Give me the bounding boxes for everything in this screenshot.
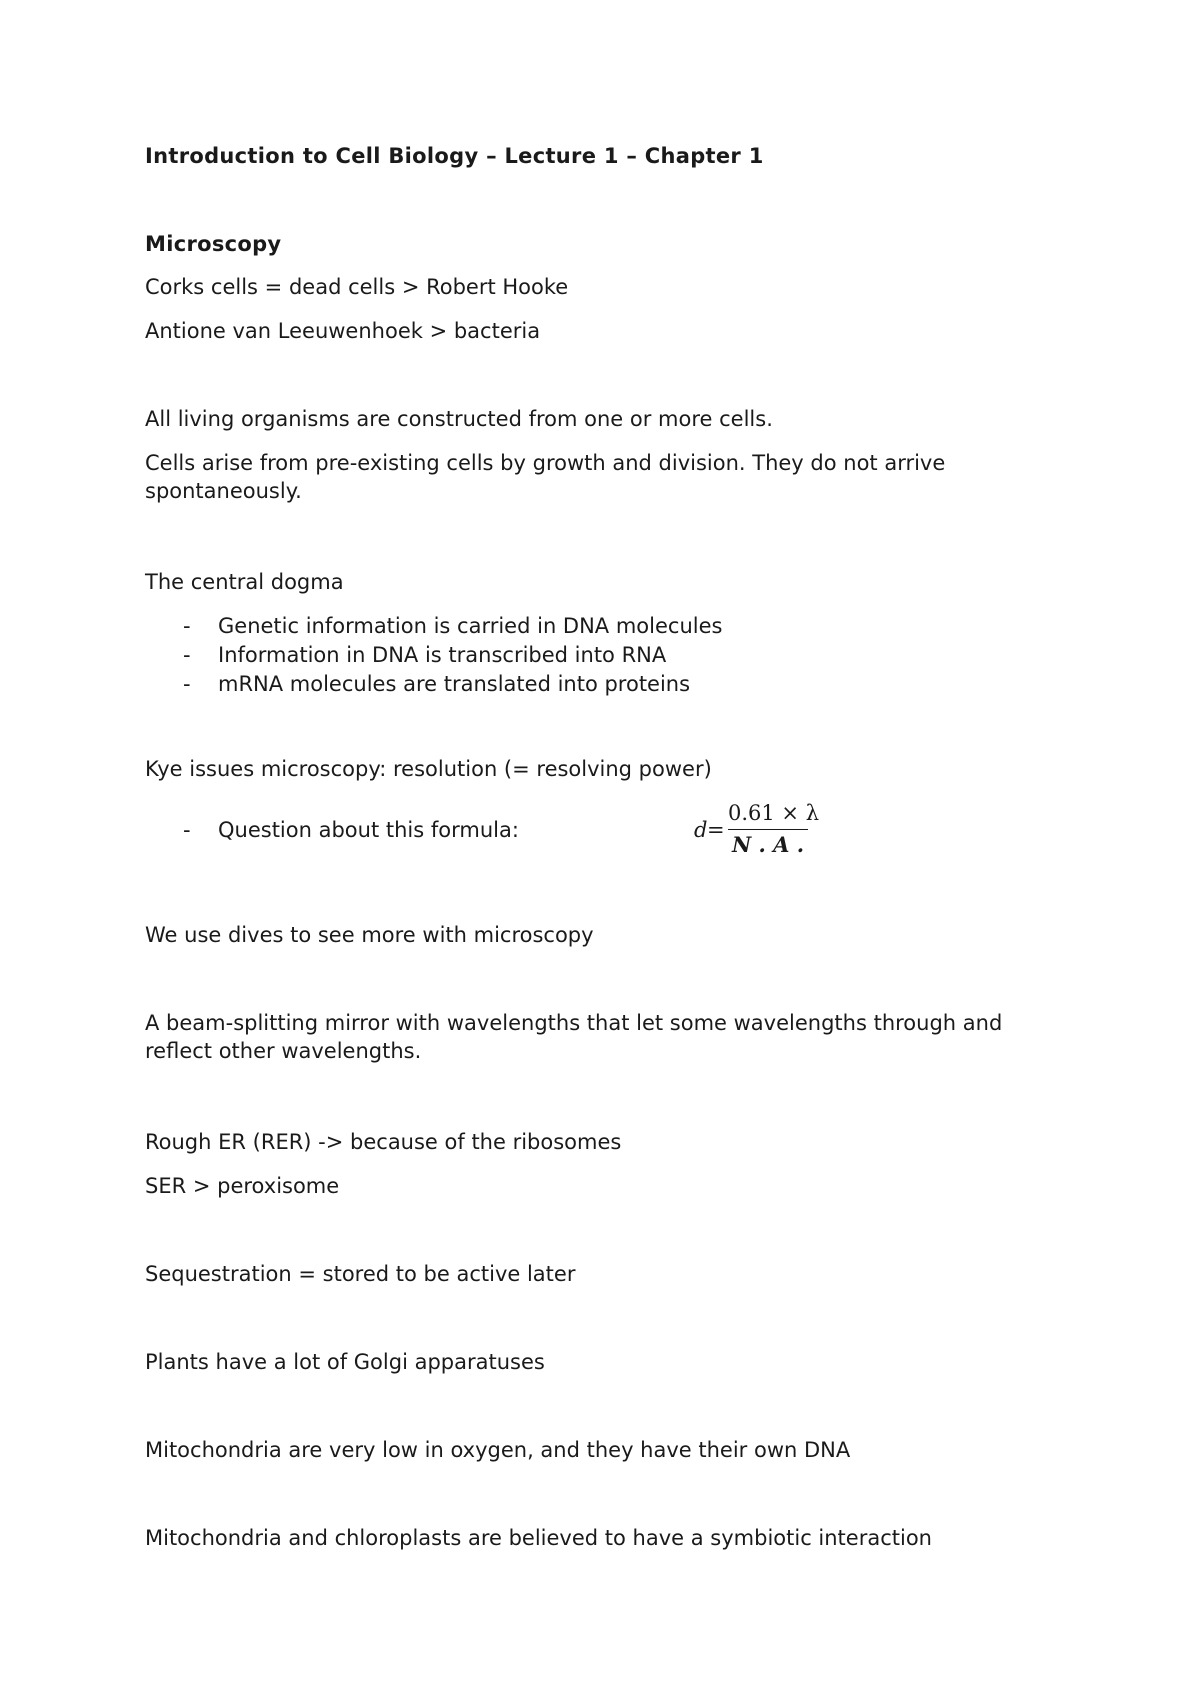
formula-equals: = (707, 818, 725, 842)
fraction-bar (728, 829, 808, 830)
bullet-dash: - (183, 672, 191, 696)
note-line-plants-golgi: Plants have a lot of Golgi apparatuses (145, 1350, 545, 1374)
note-line-sequestration: Sequestration = stored to be active later (145, 1262, 576, 1286)
list-item (145, 670, 722, 699)
bullet-dash: - (183, 818, 191, 842)
note-line-leeuwenhoek: Antione van Leeuwenhoek > bacteria (145, 319, 541, 343)
note-line-mitochondria-chloroplasts: Mitochondria and chloroplasts are believed to have a symbiotic interaction (145, 1526, 932, 1550)
formula-lhs: d (694, 818, 708, 842)
formula-fraction (728, 800, 820, 858)
note-line-rough-er: Rough ER (RER) -> because of the ribosomes (145, 1130, 622, 1154)
note-line-central-dogma: The central dogma (145, 570, 344, 594)
formula-question-text: Question about this formula: (218, 818, 519, 842)
formula-denominator: N . A . (731, 832, 805, 857)
list-item (145, 612, 722, 641)
formula-numerator: 0.61 × λ (728, 801, 820, 825)
note-line-beam-splitting: A beam-splitting mirror with wavelengths that let some wavelengths through and reflect other wavelengths. (145, 1011, 1003, 1063)
central-dogma-list (145, 612, 722, 699)
note-line-all-living: All living organisms are constructed from one or more cells. (145, 407, 773, 431)
list-item-text: Genetic information is carried in DNA molecules (218, 614, 723, 638)
bullet-dash: - (183, 643, 191, 667)
note-line-cork-cells: Corks cells = dead cells > Robert Hooke (145, 275, 569, 299)
note-line-mitochondria-oxygen: Mitochondria are very low in oxygen, and they have their own DNA (145, 1438, 851, 1462)
note-line-cells-arise: Cells arise from pre-existing cells by growth and division. They do not arrive spontaneously. (145, 451, 946, 503)
section-heading-microscopy: Microscopy (145, 232, 282, 256)
list-item-text: mRNA molecules are translated into proteins (218, 672, 691, 696)
list-item-text: Information in DNA is transcribed into RNA (218, 643, 667, 667)
note-line-dyes: We use dives to see more with microscopy (145, 923, 594, 947)
list-item (145, 641, 722, 670)
bullet-dash: - (183, 614, 191, 638)
note-line-ser: SER > peroxisome (145, 1174, 340, 1198)
document-title: Introduction to Cell Biology – Lecture 1 – Chapter 1 (145, 144, 764, 168)
note-line-key-issues: Kye issues microscopy: resolution (= resolving power) (145, 757, 712, 781)
